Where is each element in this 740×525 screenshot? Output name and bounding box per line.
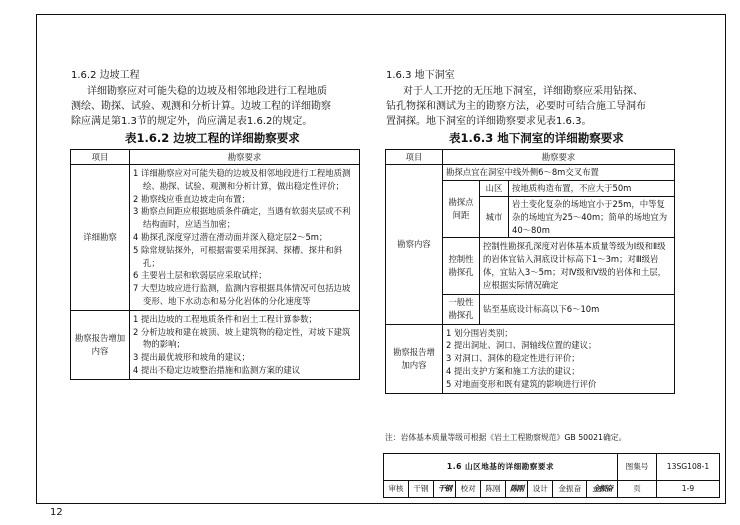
left-section-heading: 1.6.2 边坡工程 (71, 70, 140, 81)
page-label: 页 (618, 481, 657, 498)
col-header-item: 项目 (386, 150, 443, 165)
designer-signature: 金振奋 (587, 481, 618, 498)
reviewer-signature: 千钢 (433, 481, 455, 498)
col-header-requirement: 勘察要求 (130, 150, 360, 165)
designer-name: 金振奋 (553, 481, 587, 498)
check-label: 校对 (456, 481, 481, 498)
group-label-survey-content: 勘察内容 (386, 165, 443, 325)
left-paragraph-line-2: 测绘、勘探、试验、观测和分析计算。边坡工程的详细勘察 (71, 101, 331, 112)
layout-text: 勘探点宜在洞室中线外侧6～8m交叉布置 (443, 165, 675, 181)
city-text: 岩土变化复杂的场地宜小于25m，中等复杂的场地宜为25～40m；简单的场地宜为40～80m (509, 197, 675, 238)
page-code: 1-9 (657, 481, 720, 498)
general-borehole-text: 钻至基底设计标高以下6～10m (480, 294, 675, 324)
list-item: 5 除常规钻探外，可根据需要采用探洞、探槽、探井和斜孔； (133, 244, 342, 268)
list-item: 4 提出支护方案和施工方法的建议； (446, 365, 580, 376)
slope-survey-table (70, 149, 360, 380)
list-item: 6 主要岩土层和软弱层应采取试样； (133, 270, 267, 281)
list-item: 3 勘察点间距应根据地质条件确定，当遇有软弱夹层或不利结构面时，应适当加密； (133, 206, 351, 230)
col-header-item: 项目 (71, 150, 130, 165)
checker-signature: 陈刚 (505, 481, 527, 498)
cavern-survey-table (385, 149, 675, 394)
city-label: 城市 (480, 197, 509, 238)
right-paragraph-line-1: 对于人工开挖的无压地下洞室，详细勘察应采用钻探、 (403, 86, 643, 97)
row-label-report-additions: 勘察报告增加内容 (71, 310, 130, 379)
page-number: 12 (50, 507, 63, 518)
mountain-label: 山区 (480, 181, 509, 197)
right-paragraph-line-2: 钻孔物探和测试为主的勘察方法，必要时可结合施工导洞布 (386, 101, 646, 112)
title-block (383, 453, 720, 498)
list-item: 3 对洞口、洞体的稳定性进行评价； (446, 353, 580, 364)
list-item: 3 提出最优坡形和坡角的建议； (133, 352, 250, 363)
left-paragraph-line-3: 除应满足第1.3节的规定外，尚应满足表1.6.2的规定。 (71, 116, 313, 127)
list-item: 2 勘察线应垂直边坡走向布置； (133, 193, 250, 204)
list-item: 1 详细勘察应对可能失稳的边坡及相邻地段进行工程地质测绘、勘探、试验、观测和分析计算，做出稳定性评价； (133, 168, 351, 191)
review-label: 审核 (384, 481, 409, 498)
col-header-requirement: 勘察要求 (443, 150, 675, 165)
right-paragraph-line-3: 置洞探。地下洞室的详细勘察要求见表1.6.3。 (386, 116, 592, 127)
reviewer-name: 干钢 (408, 481, 433, 498)
list-item: 1 提出边坡的工程地质条件和岩土工程计算参数； (133, 313, 317, 324)
design-label: 设计 (528, 481, 553, 498)
atlas-label: 图集号 (618, 454, 657, 481)
list-item: 2 提出洞址、洞口、洞轴线位置的建议； (446, 340, 597, 351)
checker-name: 陈刚 (481, 481, 506, 498)
control-borehole-label: 控制性勘探孔 (443, 238, 480, 294)
row-label-detailed-survey: 详细勘察 (71, 165, 130, 311)
list-item: 4 提出不稳定边坡整治措施和监测方案的建议 (133, 364, 301, 375)
list-item: 7 大型边坡应进行监测，监测内容根据具体情况可包括边坡变形、地下水动态和易分化岩体的分化速度等 (133, 283, 351, 306)
drawing-title: 1.6 山区地基的详细勘察要求 (384, 454, 618, 481)
atlas-number: 13SG108-1 (657, 454, 720, 481)
table-note: 注：岩体基本质量等级可根据《岩土工程勘察规范》GB 50021确定。 (385, 433, 627, 442)
mountain-text: 按地质构造布置，不应大于50m (509, 181, 675, 197)
control-borehole-text: 控制性勘探孔深度对岩体基本质量等级为Ⅰ级和Ⅱ级的岩体宜钻入洞底设计标高下1～3m；对Ⅲ级岩体，宜钻入3～5m；对Ⅳ级和Ⅴ级的岩体和土层，应根据实际情况确定 (480, 238, 675, 294)
list-item: 5 对地面变形和既有建筑的影响进行评价 (446, 378, 597, 389)
list-item: 2 分析边坡和建在坡顶、坡上建筑物的稳定性，对坡下建筑物的影响； (133, 326, 351, 350)
general-borehole-label: 一般性勘探孔 (443, 294, 480, 324)
list-item: 4 勘探孔深度穿过潜在滑动面并深入稳定层2～5m； (133, 231, 328, 242)
right-section-heading: 1.6.3 地下洞室 (386, 70, 455, 81)
row-label-report-additions: 勘察报告增加内容 (386, 324, 443, 393)
left-paragraph-line-1: 详细勘察应对可能失稳的边坡及相邻地段进行工程地质 (87, 86, 327, 97)
spacing-label: 勘探点间距 (443, 181, 480, 238)
left-table-title: 表1.6.2 边坡工程的详细勘察要求 (125, 131, 300, 145)
right-table-title: 表1.6.3 地下洞室的详细勘察要求 (449, 131, 624, 145)
list-item: 1 划分围岩类别； (446, 327, 513, 338)
